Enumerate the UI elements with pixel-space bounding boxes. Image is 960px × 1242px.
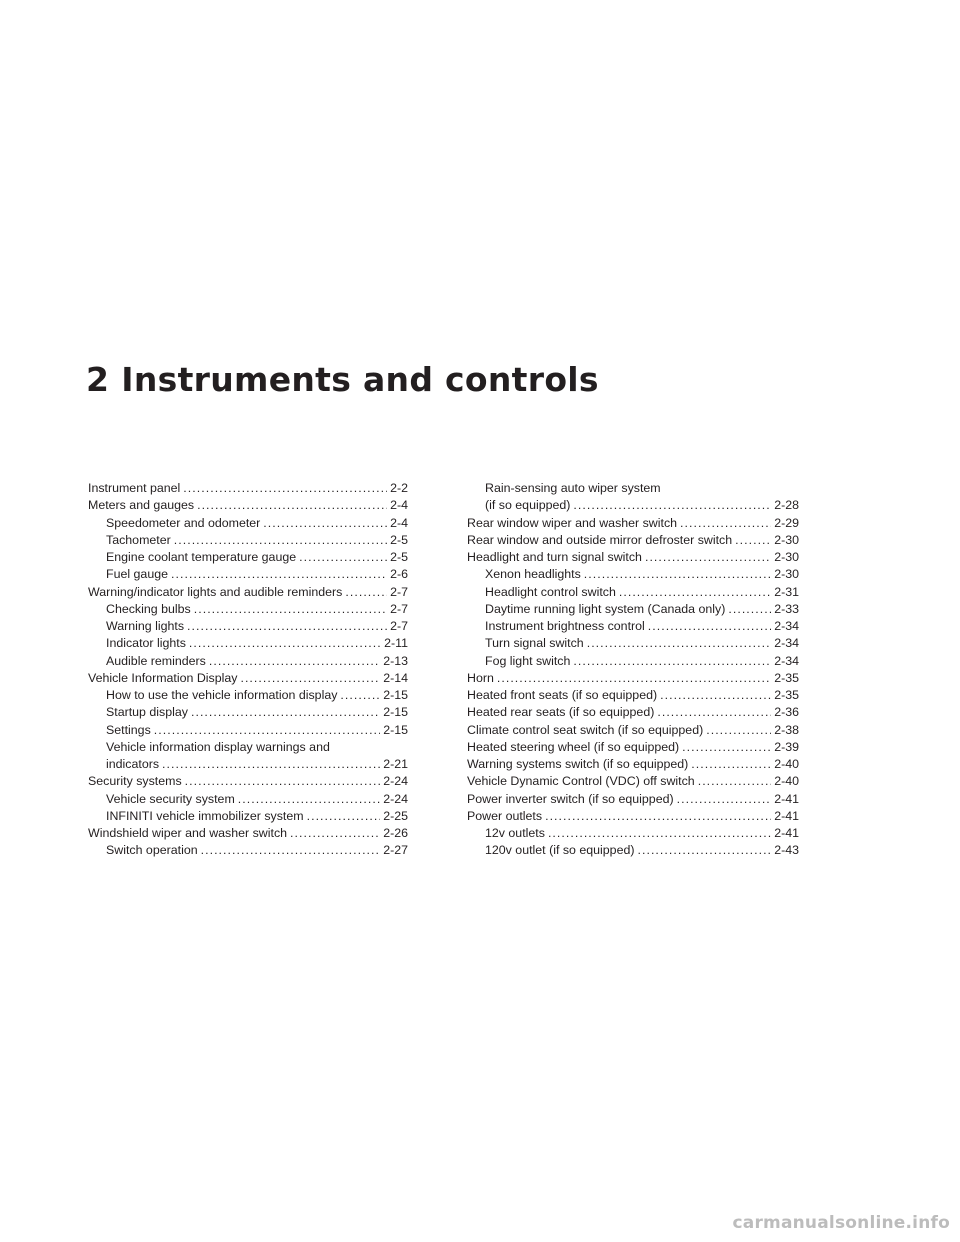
toc-entry[interactable] bbox=[467, 584, 799, 601]
toc-entry-title: How to use the vehicle information display bbox=[106, 688, 338, 702]
toc-leader-dots bbox=[191, 704, 380, 721]
toc-leader-dots bbox=[174, 532, 387, 549]
toc-entry-page: 2-5 bbox=[390, 532, 408, 547]
toc-leader-dots bbox=[290, 825, 380, 842]
toc-entry-page: 2-36 bbox=[774, 705, 799, 720]
toc-entry-title: Climate control seat switch (if so equipped) bbox=[467, 722, 704, 737]
toc-leader-dots bbox=[648, 618, 771, 635]
toc-entry[interactable] bbox=[467, 825, 799, 842]
toc-entry-page: 2-27 bbox=[383, 843, 408, 858]
toc-entry-title: Vehicle information display warnings and bbox=[106, 739, 330, 754]
toc-entry-page: 2-15 bbox=[383, 705, 408, 720]
toc-entry[interactable] bbox=[467, 808, 799, 825]
toc-entry[interactable] bbox=[88, 497, 408, 514]
toc-entry[interactable] bbox=[88, 722, 408, 739]
toc-leader-dots bbox=[682, 739, 771, 756]
toc-entry[interactable] bbox=[88, 618, 408, 635]
toc-entry[interactable] bbox=[88, 584, 408, 601]
toc-leader-dots bbox=[691, 756, 771, 773]
toc-entry-page: 2-40 bbox=[774, 774, 799, 789]
toc-entry-title: Power outlets bbox=[467, 808, 543, 823]
toc-leader-dots bbox=[194, 601, 387, 618]
toc-entry[interactable] bbox=[467, 549, 799, 566]
toc-entry-page: 2-34 bbox=[774, 619, 799, 633]
toc-leader-dots bbox=[209, 653, 380, 670]
toc-entry-page: 2-41 bbox=[774, 791, 799, 806]
watermark: carmanualsonline.info bbox=[732, 1213, 950, 1233]
toc-entry[interactable] bbox=[88, 515, 408, 532]
toc-entry-page: 2-39 bbox=[774, 739, 799, 754]
toc-leader-dots bbox=[660, 687, 771, 704]
toc-entry-title: Rain-sensing auto wiper system bbox=[485, 481, 661, 495]
toc-entry[interactable] bbox=[88, 549, 408, 566]
toc-entry-title: Vehicle security system bbox=[106, 791, 235, 806]
toc-leader-dots bbox=[154, 722, 380, 739]
toc-entry[interactable] bbox=[88, 825, 408, 842]
toc-leader-dots bbox=[548, 825, 771, 842]
toc-entry-title: Engine coolant temperature gauge bbox=[106, 550, 297, 564]
toc-entry-page: 2-15 bbox=[383, 688, 408, 702]
toc-leader-dots bbox=[162, 756, 380, 773]
toc-entry[interactable] bbox=[467, 480, 799, 497]
toc-entry[interactable] bbox=[88, 635, 408, 652]
toc-entry-title: Warning systems switch (if so equipped) bbox=[467, 757, 689, 771]
toc-entry-page: 2-34 bbox=[774, 636, 799, 651]
toc-entry-page: 2-26 bbox=[383, 826, 408, 840]
toc-entry-page: 2-24 bbox=[383, 791, 408, 806]
toc-entry-page: 2-11 bbox=[384, 636, 408, 651]
toc-entry[interactable] bbox=[467, 842, 799, 859]
toc-entry[interactable] bbox=[88, 670, 408, 687]
toc-entry[interactable] bbox=[467, 722, 799, 739]
toc-entry-title: Instrument panel bbox=[88, 481, 181, 495]
toc-entry-title: Vehicle Dynamic Control (VDC) off switch bbox=[467, 774, 695, 789]
toc-entry[interactable] bbox=[88, 773, 408, 790]
toc-entry-page: 2-35 bbox=[774, 670, 799, 685]
toc-leader-dots bbox=[584, 566, 771, 583]
toc-entry-page: 2-14 bbox=[383, 670, 408, 685]
toc-leader-dots bbox=[345, 584, 387, 601]
toc-entry-page: 2-15 bbox=[383, 722, 408, 737]
toc-entry-title: Fuel gauge bbox=[106, 567, 169, 582]
toc-entry[interactable] bbox=[88, 808, 408, 825]
toc-leader-dots bbox=[197, 497, 387, 514]
toc-entry-page: 2-5 bbox=[390, 550, 408, 564]
toc-entry[interactable] bbox=[467, 670, 799, 687]
toc-entry-title: Xenon headlights bbox=[485, 567, 581, 582]
toc-entry-title: Instrument brightness control bbox=[485, 619, 645, 633]
toc-leader-dots bbox=[238, 791, 380, 808]
toc-entry-page: 2-40 bbox=[774, 757, 799, 771]
toc-entry-page: 2-30 bbox=[774, 567, 799, 582]
toc-entry[interactable] bbox=[88, 480, 408, 497]
toc-entry-title: Speedometer and odometer bbox=[106, 515, 261, 530]
toc-entry-page: 2-7 bbox=[390, 584, 408, 599]
toc-right-column bbox=[467, 480, 799, 860]
toc-entry-title: Switch operation bbox=[106, 843, 198, 858]
toc-leader-dots bbox=[680, 515, 771, 532]
toc-entry-title: INFINITI vehicle immobilizer system bbox=[106, 808, 304, 823]
toc-entry-title: Rear window and outside mirror defroster switch bbox=[467, 532, 733, 547]
toc-entry-title: Horn bbox=[467, 670, 494, 685]
toc-entry-page: 2-4 bbox=[390, 498, 408, 513]
toc-leader-dots bbox=[587, 635, 771, 652]
toc-leader-dots bbox=[340, 687, 380, 704]
chapter-name: Instruments and controls bbox=[121, 360, 599, 399]
toc-entry[interactable] bbox=[88, 653, 408, 670]
toc-entry[interactable] bbox=[88, 601, 408, 618]
toc-entry-title: Heated rear seats (if so equipped) bbox=[467, 705, 655, 720]
toc-entry-title: Checking bulbs bbox=[106, 601, 191, 616]
toc-entry-page: 2-41 bbox=[774, 826, 799, 840]
toc-leader-dots bbox=[728, 601, 771, 618]
toc-leader-dots bbox=[677, 791, 772, 808]
toc-entry-page: 2-21 bbox=[383, 757, 408, 771]
toc-entry[interactable] bbox=[88, 704, 408, 721]
toc-entry-title: Settings bbox=[106, 722, 151, 737]
toc-entry[interactable] bbox=[467, 618, 799, 635]
toc-leader-dots bbox=[201, 842, 381, 859]
toc-leader-dots bbox=[497, 670, 771, 687]
toc-leader-dots bbox=[299, 549, 387, 566]
toc-entry-title: Tachometer bbox=[106, 532, 171, 547]
toc-leader-dots bbox=[307, 808, 381, 825]
chapter-number: 2 bbox=[86, 360, 110, 399]
toc-entry-page: 2-4 bbox=[390, 515, 408, 530]
toc-entry[interactable] bbox=[467, 497, 799, 514]
toc-entry[interactable] bbox=[88, 842, 408, 859]
toc-entry[interactable] bbox=[467, 739, 799, 756]
toc-entry-title: Warning/indicator lights and audible reminders bbox=[88, 584, 343, 599]
chapter-title bbox=[86, 360, 599, 399]
toc-entry-page: 2-30 bbox=[774, 532, 799, 547]
toc-leader-dots bbox=[240, 670, 380, 687]
toc-entry[interactable] bbox=[88, 791, 408, 808]
toc-entry[interactable] bbox=[88, 532, 408, 549]
toc-entry[interactable] bbox=[467, 704, 799, 721]
toc-entry-title: Startup display bbox=[106, 705, 188, 720]
toc-entry-title: Heated front seats (if so equipped) bbox=[467, 688, 658, 702]
toc-entry-page: 2-7 bbox=[390, 601, 408, 616]
toc-leader-dots bbox=[189, 635, 381, 652]
toc-entry[interactable] bbox=[467, 532, 799, 549]
toc-entry-title: 120v outlet (if so equipped) bbox=[485, 843, 635, 858]
toc-entry-page: 2-2 bbox=[390, 481, 408, 495]
toc-leader-dots bbox=[171, 566, 387, 583]
toc-leader-dots bbox=[183, 480, 387, 497]
toc-entry-page: 2-34 bbox=[774, 653, 799, 668]
toc-entry-title: Turn signal switch bbox=[485, 636, 584, 651]
toc-entry-page: 2-25 bbox=[383, 808, 408, 823]
toc-leader-dots bbox=[735, 532, 771, 549]
toc-entry-title: Fog light switch bbox=[485, 653, 571, 668]
toc-entry-page: 2-24 bbox=[383, 774, 408, 789]
toc-entry-title: Power inverter switch (if so equipped) bbox=[467, 791, 674, 806]
toc-entry-page: 2-6 bbox=[390, 567, 408, 582]
toc-entry-title: Headlight and turn signal switch bbox=[467, 550, 642, 564]
toc-entry-title: Audible reminders bbox=[106, 653, 206, 668]
toc-entry-title: Vehicle Information Display bbox=[88, 670, 238, 685]
toc-leader-dots bbox=[573, 653, 771, 670]
toc-leader-dots bbox=[657, 704, 771, 721]
toc-entry[interactable] bbox=[88, 566, 408, 583]
toc-entry-page: 2-35 bbox=[774, 688, 799, 702]
toc-entry[interactable] bbox=[467, 791, 799, 808]
toc-entry[interactable] bbox=[88, 756, 408, 773]
toc-leader-dots bbox=[619, 584, 771, 601]
toc-entry-page: 2-41 bbox=[774, 808, 799, 823]
toc-entry-title: Meters and gauges bbox=[88, 498, 195, 513]
toc-entry-page: 2-33 bbox=[774, 601, 799, 616]
toc-leader-dots bbox=[185, 773, 381, 790]
toc-leader-dots bbox=[706, 722, 771, 739]
toc-entry[interactable] bbox=[467, 653, 799, 670]
toc-entry-page: 2-30 bbox=[774, 550, 799, 564]
toc-entry-title: Heated steering wheel (if so equipped) bbox=[467, 739, 680, 754]
toc-entry[interactable] bbox=[467, 566, 799, 583]
toc-entry-page: 2-28 bbox=[774, 498, 799, 513]
toc-entry-page: 2-7 bbox=[390, 619, 408, 633]
toc-entry[interactable] bbox=[467, 756, 799, 773]
toc-entry[interactable] bbox=[467, 601, 799, 618]
toc-entry-title: Headlight control switch bbox=[485, 584, 616, 599]
toc-leader-dots bbox=[698, 773, 771, 790]
toc-entry[interactable] bbox=[88, 687, 408, 704]
toc-entry-title: (if so equipped) bbox=[485, 498, 571, 513]
toc-entry-page: 2-31 bbox=[774, 584, 799, 599]
toc-leader-dots bbox=[187, 618, 387, 635]
toc-entry[interactable] bbox=[467, 773, 799, 790]
toc-entry-title: Rear window wiper and washer switch bbox=[467, 515, 678, 530]
toc-left-column bbox=[88, 480, 408, 860]
toc-entry-title: Security systems bbox=[88, 774, 182, 789]
toc-entry-title: Indicator lights bbox=[106, 636, 186, 651]
toc-entry-page: 2-29 bbox=[774, 515, 799, 530]
toc-entry-title: indicators bbox=[106, 757, 160, 771]
toc-entry[interactable] bbox=[467, 515, 799, 532]
toc-entry-page: 2-43 bbox=[774, 843, 799, 858]
toc-leader-dots bbox=[637, 842, 771, 859]
toc-entry[interactable] bbox=[467, 687, 799, 704]
toc-entry-title: Windshield wiper and washer switch bbox=[88, 826, 288, 840]
toc-entry-title: Warning lights bbox=[106, 619, 185, 633]
toc-entry-title: 12v outlets bbox=[485, 826, 545, 840]
toc-leader-dots bbox=[545, 808, 771, 825]
toc-leader-dots bbox=[645, 549, 771, 566]
toc-leader-dots bbox=[263, 515, 387, 532]
toc-entry-title: Daytime running light system (Canada only) bbox=[485, 601, 726, 616]
toc-entry-page: 2-13 bbox=[383, 653, 408, 668]
toc-entry-page: 2-38 bbox=[774, 722, 799, 737]
toc-leader-dots bbox=[573, 497, 771, 514]
toc-entry[interactable] bbox=[88, 739, 408, 756]
toc-entry[interactable] bbox=[467, 635, 799, 652]
